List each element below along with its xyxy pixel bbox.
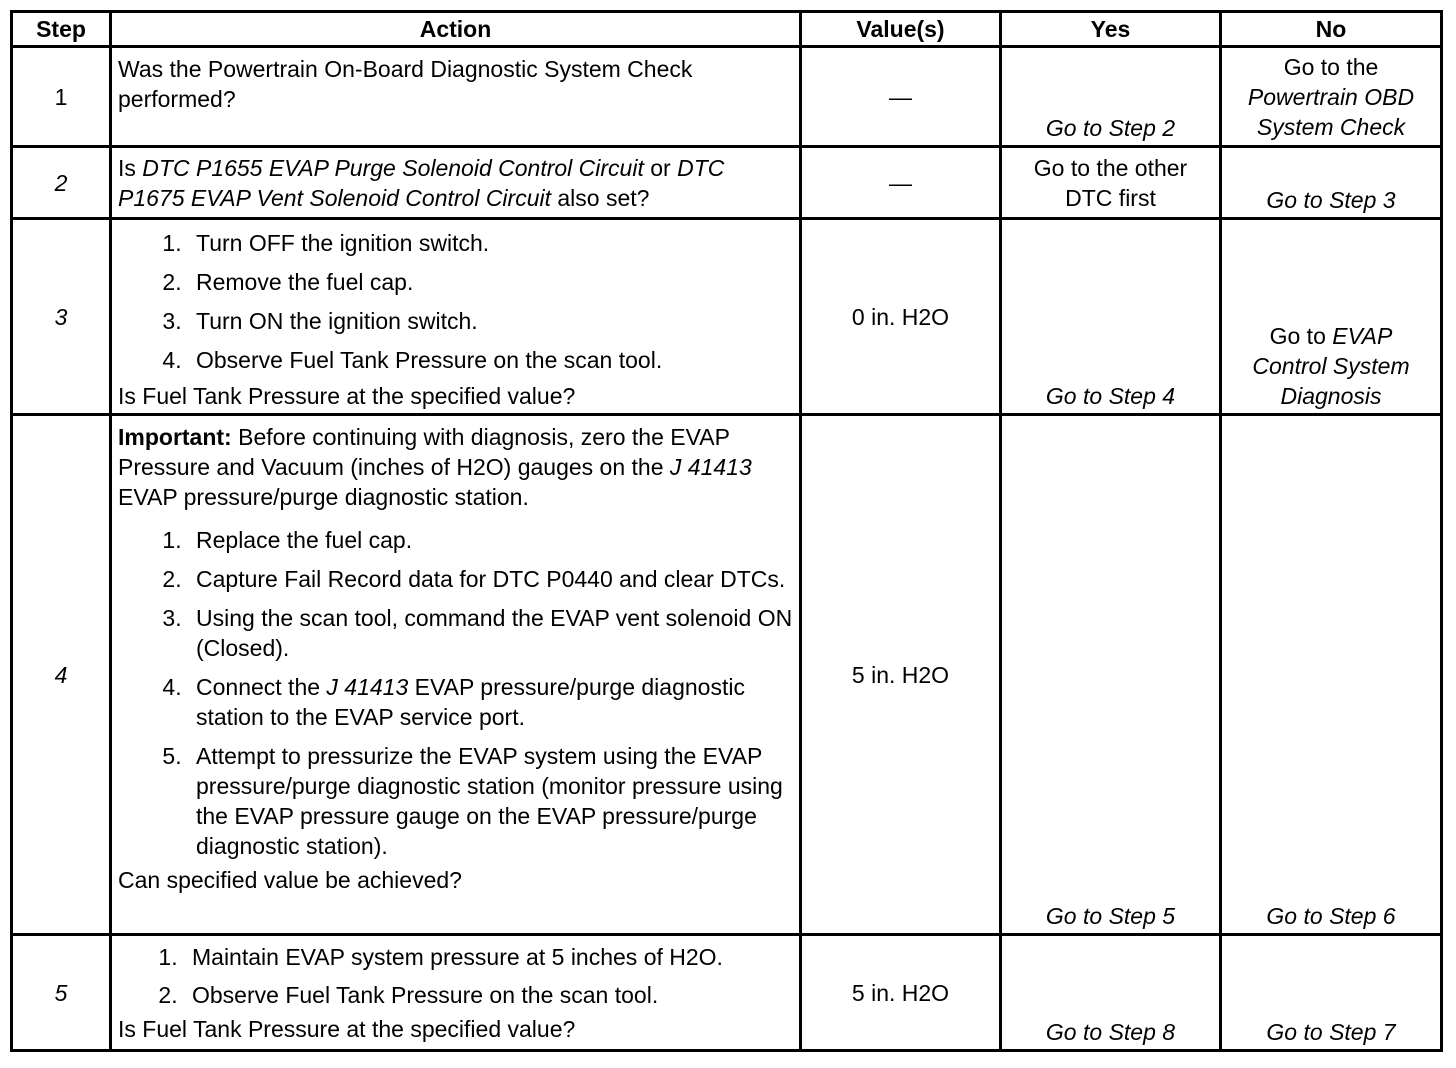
list-item: 2. Remove the fuel cap. [188, 267, 793, 297]
action-cell [111, 935, 801, 1051]
important-text: Before continuing with diagnosis, zero the EVAP Pressure and Vacuum (inches of H2O) gauges on the [118, 424, 730, 480]
important-text: EVAP pressure/purge diagnostic station. [118, 484, 529, 510]
dtc-link[interactable]: DTC P1675 EVAP Vent Solenoid Control Circuit [118, 154, 725, 211]
list-item: 5. Attempt to pressurize the EVAP system using the EVAP pressure/purge diagnostic station (monitor pressure using the EVAP pressure gauge on the EVAP pressure/purge diagnostic station). [188, 741, 793, 861]
no-link[interactable]: Go to Step 7 [1266, 1019, 1396, 1045]
yes-link[interactable]: Go to Step 5 [1045, 903, 1176, 929]
diagnostic-table [10, 10, 1443, 1052]
yes-link[interactable]: Go to Step 8 [1045, 1019, 1176, 1045]
list-item: 1. Replace the fuel cap. [188, 525, 793, 555]
yes-cell [1001, 47, 1221, 147]
important-note [118, 422, 793, 512]
question-text: Can specified value be achieved? [118, 867, 462, 893]
action-cell [111, 219, 801, 415]
no-cell [1221, 935, 1442, 1051]
value-cell: 5 in. H2O [801, 935, 1001, 1051]
header-values: Value(s) [801, 12, 1001, 47]
list-item-text: Connect the [196, 674, 327, 700]
no-cell [1221, 47, 1442, 147]
action-text: Was the Powertrain On-Board Diagnostic System Check performed? [118, 56, 693, 112]
step-number: 1 [12, 47, 111, 147]
list-item: 1. Maintain EVAP system pressure at 5 inches of H2O. [184, 942, 793, 972]
dtc-link[interactable]: DTC P1655 EVAP Purge Solenoid Control Circuit [142, 154, 644, 181]
header-yes: Yes [1001, 12, 1221, 47]
list-item-text: EVAP pressure/purge diagnostic station to the EVAP service port. [196, 674, 745, 730]
action-text: also set? [551, 184, 650, 211]
tool-number: J 41413 [326, 674, 409, 700]
no-text: Go to [1269, 323, 1333, 349]
list-item [188, 672, 793, 732]
list-item: 3. Turn ON the ignition switch. [188, 306, 793, 336]
list-item: 1. Turn OFF the ignition switch. [188, 228, 793, 258]
question-text: Is Fuel Tank Pressure at the specified value? [118, 1016, 576, 1042]
step-number: 2 [12, 147, 111, 219]
question-text: Is Fuel Tank Pressure at the specified value? [118, 383, 576, 409]
no-link[interactable]: Go to Step 6 [1266, 903, 1396, 929]
table-row [12, 219, 1442, 415]
no-link[interactable]: Powertrain OBD System Check [1247, 84, 1415, 140]
important-label: Important: [118, 424, 232, 450]
value-cell: 0 in. H2O [801, 219, 1001, 415]
step-number: 3 [12, 219, 111, 415]
list-item: 2. Observe Fuel Tank Pressure on the scan tool. [184, 980, 793, 1010]
step-number: 4 [12, 415, 111, 935]
action-cell [111, 147, 801, 219]
step-list [118, 942, 793, 1010]
header-step: Step [12, 12, 111, 47]
yes-cell [1001, 219, 1221, 415]
header-row [12, 12, 1442, 47]
table-row [12, 147, 1442, 219]
action-text: or [643, 154, 678, 181]
no-cell [1221, 415, 1442, 935]
action-cell [111, 47, 801, 147]
action-cell [111, 415, 801, 935]
table-row [12, 47, 1442, 147]
yes-cell [1001, 415, 1221, 935]
step-number: 5 [12, 935, 111, 1051]
step-list [118, 525, 793, 861]
no-text: Go to the [1283, 54, 1379, 80]
no-cell [1221, 147, 1442, 219]
value-cell: — [801, 47, 1001, 147]
tool-number: J 41413 [669, 454, 752, 480]
value-cell: — [801, 147, 1001, 219]
table-row [12, 935, 1442, 1051]
table-row [12, 415, 1442, 935]
yes-cell [1001, 935, 1221, 1051]
action-text: Is [118, 154, 143, 181]
yes-link[interactable]: Go to Step 4 [1045, 383, 1176, 409]
list-item: 4. Observe Fuel Tank Pressure on the scan tool. [188, 345, 793, 375]
list-item: 3. Using the scan tool, command the EVAP vent solenoid ON (Closed). [188, 603, 793, 663]
header-no: No [1221, 12, 1442, 47]
list-item: 2. Capture Fail Record data for DTC P0440 and clear DTCs. [188, 564, 793, 594]
no-link[interactable]: EVAP Control System Diagnosis [1252, 323, 1410, 409]
yes-link[interactable]: Go to Step 2 [1045, 115, 1176, 141]
no-link[interactable]: Go to Step 3 [1266, 187, 1396, 213]
yes-cell: Go to the other DTC first [1001, 147, 1221, 219]
value-cell: 5 in. H2O [801, 415, 1001, 935]
header-action: Action [111, 12, 801, 47]
no-cell [1221, 219, 1442, 415]
step-list [118, 228, 793, 375]
